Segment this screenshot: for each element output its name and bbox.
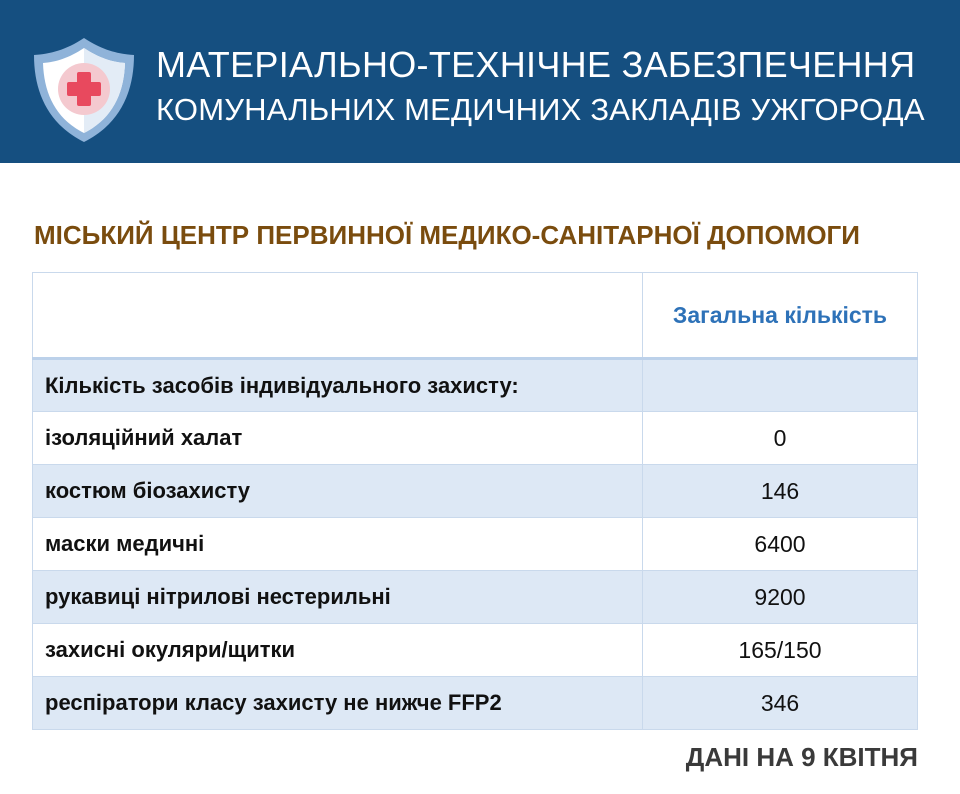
section-title: МІСЬКИЙ ЦЕНТР ПЕРВИННОЇ МЕДИКО-САНІТАРНОЇ ДОПОМОГИ: [34, 220, 860, 250]
row-name: Кількість засобів індивідуального захисту:: [33, 359, 643, 412]
row-quantity: 9200: [643, 571, 918, 624]
header-cell-name: [33, 273, 643, 359]
table-row: [33, 624, 918, 677]
table-row: [33, 518, 918, 571]
table-row: [33, 412, 918, 465]
row-quantity: 346: [643, 677, 918, 730]
table-row: [33, 571, 918, 624]
data-date-note: ДАНІ НА 9 КВІТНЯ: [685, 742, 918, 772]
row-name: захисні окуляри/щитки: [33, 624, 643, 677]
row-name: рукавиці нітрилові нестерильні: [33, 571, 643, 624]
page-subtitle: КОМУНАЛЬНИХ МЕДИЧНИХ ЗАКЛАДІВ УЖГОРОДА: [156, 92, 925, 127]
row-name: респіратори класу захисту не нижче FFP2: [33, 677, 643, 730]
table-row: [33, 465, 918, 518]
supplies-table: [32, 272, 918, 730]
row-name: костюм біозахисту: [33, 465, 643, 518]
row-quantity: 6400: [643, 518, 918, 571]
header-cell-quantity: Загальна кількість: [643, 273, 918, 359]
table-row: [33, 359, 918, 412]
row-quantity: [643, 359, 918, 412]
header-banner: [0, 0, 960, 163]
row-quantity: 165/150: [643, 624, 918, 677]
row-name: ізоляційний халат: [33, 412, 643, 465]
page-title: МАТЕРІАЛЬНО-ТЕХНІЧНЕ ЗАБЕЗПЕЧЕННЯ: [156, 44, 916, 85]
row-quantity: 146: [643, 465, 918, 518]
table-header-row: [33, 273, 918, 359]
table-row: [33, 677, 918, 730]
row-quantity: 0: [643, 412, 918, 465]
medical-shield-icon: [28, 34, 140, 146]
row-name: маски медичні: [33, 518, 643, 571]
